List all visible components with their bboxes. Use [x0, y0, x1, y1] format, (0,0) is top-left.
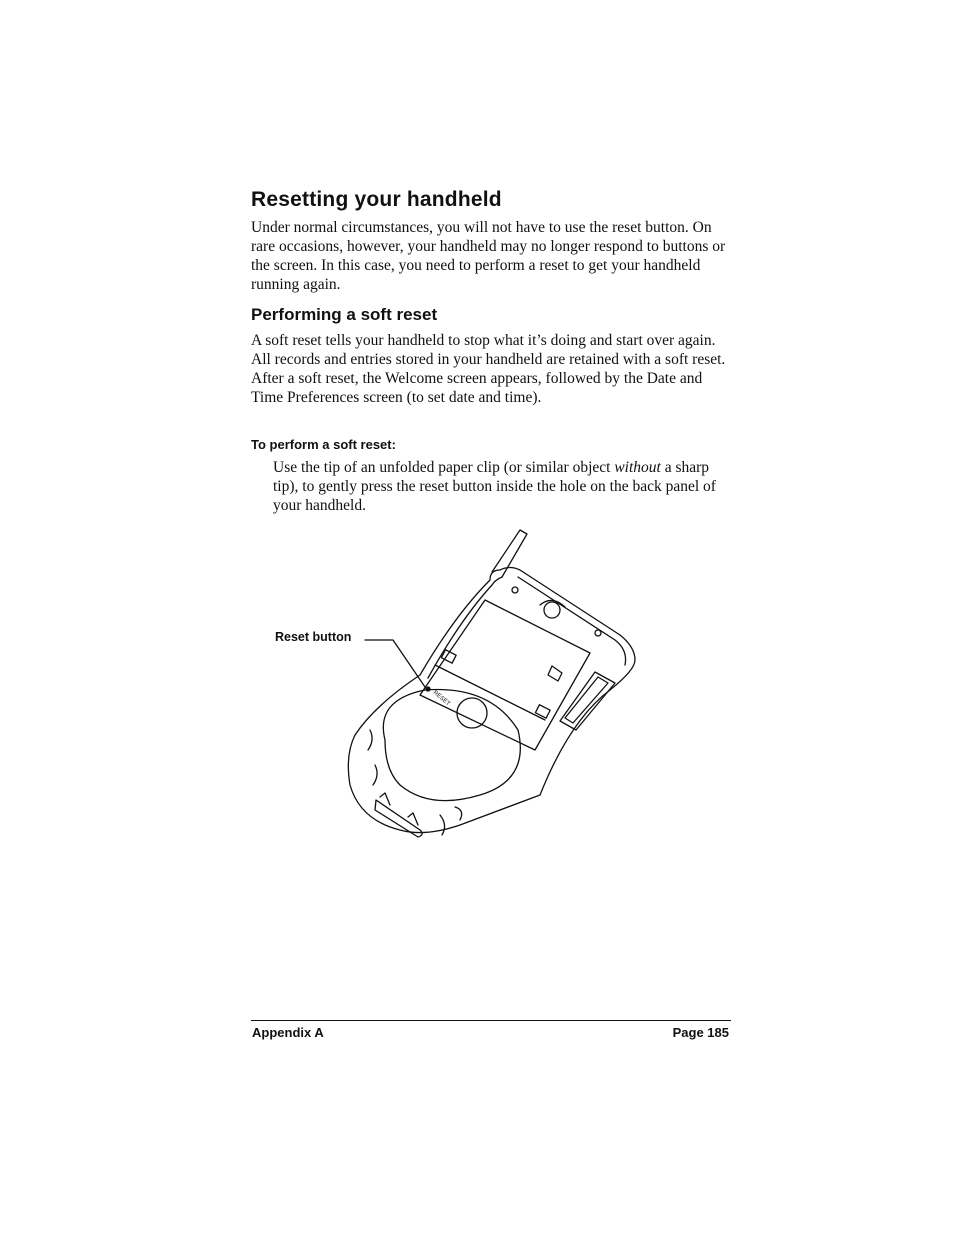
- footer-chapter: Appendix A: [252, 1025, 324, 1040]
- expansion-slot: [560, 672, 615, 730]
- procedure-step-emphasis: without: [614, 459, 661, 476]
- rear-hump: [383, 690, 520, 801]
- footer-page-number: Page 185: [672, 1025, 729, 1040]
- intro-paragraph: Under normal circumstances, you will not have to use the reset button. On rare occasions, however, your handheld may no longer respond to buttons or the screen. In this case, you need to perform a reset to get your handheld running again.: [251, 219, 726, 293]
- reset-button-callout: Reset button: [275, 630, 352, 644]
- footer-rule: [251, 1020, 731, 1021]
- soft-reset-paragraph: A soft reset tells your handheld to stop what it’s doing and start over again. All records and entries stored in your handheld are retained with a soft reset. After a soft reset, the Welcome screen appears, followed by the Date and Time Preferences screen (to set date and time).: [251, 332, 726, 406]
- device-outline: [348, 568, 635, 833]
- reset-engraving: RESET: [431, 689, 451, 708]
- procedure-title: To perform a soft reset:: [251, 437, 396, 452]
- handheld-back-illustration: [340, 525, 640, 855]
- section-title: Resetting your handheld: [251, 188, 502, 211]
- procedure-step-text-before: Use the tip of an unfolded paper clip (or similar object: [273, 459, 615, 476]
- battery-door: [420, 600, 590, 750]
- callout-leader-line: [365, 640, 425, 687]
- top-notch: [544, 602, 560, 618]
- subsection-title: Performing a soft reset: [251, 305, 438, 324]
- procedure-step-text-after: a sharp tip), to gently press the reset button inside the hole on the back panel of your handheld.: [273, 459, 716, 514]
- procedure-step: [273, 458, 723, 515]
